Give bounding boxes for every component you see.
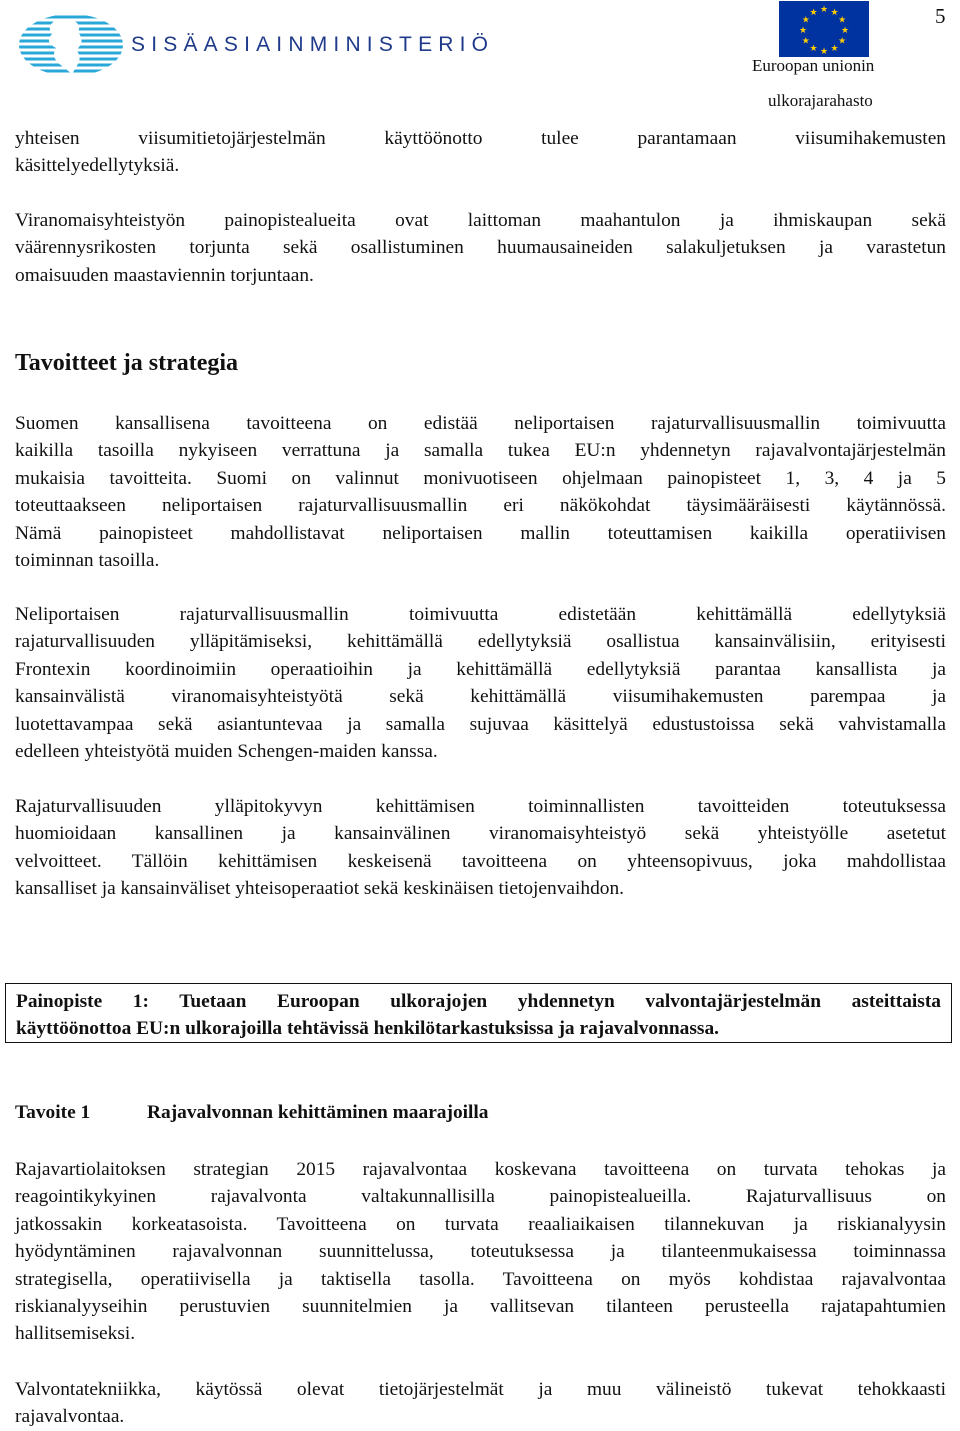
text-line: Frontexin koordinoimiin operaatioihin ja kehittämällä edellytyksiä parantaa kansallista ja bbox=[15, 658, 946, 680]
paragraph-5 bbox=[15, 793, 946, 903]
text-line: Suomen kansallisena tavoitteena on edistää neliportaisen rajaturvallisuusmallin toimivuutta bbox=[15, 413, 946, 434]
text-line: hyödyntäminen rajavalvonnan suunnittelussa, toteutuksessa ja tilanteenmukaisessa toiminnassa bbox=[15, 1241, 946, 1263]
paragraph-4 bbox=[15, 601, 946, 765]
paragraph-1 bbox=[15, 125, 946, 180]
svg-text:★: ★ bbox=[838, 36, 847, 47]
text-line: Valvontatekniikka, käytössä olevat tietojärjestelmät ja muu välineistö tukevat tehokkaasti bbox=[15, 1379, 946, 1400]
svg-text:★: ★ bbox=[838, 15, 847, 26]
text-line: huomioidaan kansallinen ja kansainvälinen viranomaisyhteistyö sekä yhteistyölle asetetut bbox=[15, 823, 946, 845]
text-line: toiminnan tasoilla. bbox=[15, 549, 160, 571]
svg-text:★: ★ bbox=[809, 7, 818, 18]
text-line: rajavalvontaa. bbox=[15, 1406, 125, 1428]
goal-title: Rajavalvonnan kehittäminen maarajoilla bbox=[147, 1102, 489, 1123]
svg-text:★: ★ bbox=[798, 26, 808, 36]
text-line: hallitsemiseksi. bbox=[15, 1323, 136, 1345]
eu-fund-line1: Euroopan unionin bbox=[752, 56, 875, 75]
text-line: riskianalyyseihin perustuvien suunnitelmien ja vallitsevan tilanteen perusteella rajatapahtumien bbox=[15, 1295, 946, 1317]
text-line: luotettavampaa sekä asiantuntevaa ja samalla sujuvaa käsittelyä edustustoissa sekä vahvistamalla bbox=[15, 713, 946, 735]
priority-box bbox=[5, 983, 952, 1043]
ministry-name: SISÄASIAINMINISTERIÖ bbox=[131, 33, 495, 56]
text-line: mukaisia tavoitteita. Suomi on valinnut monivuotiseen ohjelmaan painopisteet 1, 3, 4 ja 5 bbox=[15, 467, 946, 489]
svg-text:★: ★ bbox=[830, 7, 839, 18]
goal-label: Tavoite 1 bbox=[15, 1102, 91, 1123]
text-line: toteuttaakseen neliportaisen rajaturvallisuusmallin eri näkökohdat täysimääräisesti käytännössä. bbox=[15, 495, 946, 517]
text-line: Neliportaisen rajaturvallisuusmallin toimivuutta edistetään kehittämällä edellytyksiä bbox=[15, 604, 946, 625]
text-line: omaisuuden maastaviennin torjuntaan. bbox=[15, 264, 314, 286]
text-line: jatkossakin korkeatasoista. Tavoitteena on turvata reaaliaikaisen tilannekuvan ja riskianalyysin bbox=[15, 1213, 946, 1235]
svg-text:★: ★ bbox=[801, 36, 810, 47]
paragraph-7 bbox=[15, 1376, 946, 1431]
text-line: rajaturvallisuuden ylläpitämiseksi, kehittämällä edellytyksiä osallistua kansainvälisiin, erityisesti bbox=[15, 631, 946, 653]
svg-text:★: ★ bbox=[840, 26, 850, 36]
svg-text:★: ★ bbox=[819, 5, 829, 15]
text-line: Rajaturvallisuuden ylläpitokyvyn kehittämisen toiminnallisten tavoitteiden toteutuksessa bbox=[15, 796, 946, 817]
svg-text:★: ★ bbox=[801, 15, 810, 26]
text-line: Rajavartiolaitoksen strategian 2015 rajavalvontaa koskevana tavoitteena on turvata tehokas ja bbox=[15, 1159, 946, 1180]
text-line: väärennysrikosten torjunta sekä osallistuminen huumausaineiden salakuljetuksen ja varastetun bbox=[15, 237, 946, 259]
priority-line: käyttöönottoa EU:n ulkorajoilla tehtävissä henkilötarkastuksissa ja rajavalvonnassa. bbox=[16, 1018, 719, 1040]
text-line: strategisella, operatiivisella ja taktisella tasolla. Tavoitteena on myös kohdistaa rajavalvontaa bbox=[15, 1268, 946, 1290]
section-heading: Tavoitteet ja strategia bbox=[15, 350, 239, 376]
svg-text:★: ★ bbox=[819, 47, 829, 57]
paragraph-2 bbox=[15, 207, 946, 289]
text-line: edelleen yhteistyötä muiden Schengen-maiden kanssa. bbox=[15, 740, 438, 762]
text-line: käsittelyedellytyksiä. bbox=[15, 155, 180, 177]
svg-text:★: ★ bbox=[809, 44, 818, 55]
text-line: velvoitteet. Tällöin kehittämisen keskeisenä tavoitteena on yhteensopivuus, joka mahdollistaa bbox=[15, 850, 946, 872]
eu-fund-line2: ulkorajarahasto bbox=[768, 91, 873, 110]
eu-flag-icon bbox=[779, 1, 869, 57]
text-line: kansalliset ja kansainväliset yhteisoperaatiot sekä keskinäisen tietojenvaihdon. bbox=[15, 878, 625, 900]
text-line: Viranomaisyhteistyön painopistealueita ovat laittoman maahantulon ja ihmiskaupan sekä bbox=[15, 210, 946, 231]
text-line: kaikilla tasoilla nykyiseen verrattuna ja samalla tukea EU:n yhdennetyn rajavalvontajärjestelmän bbox=[15, 440, 946, 462]
text-line: yhteisen viisumitietojärjestelmän käyttöönotto tulee parantamaan viisumihakemusten bbox=[15, 128, 946, 149]
text-line: reagointikykyinen rajavalvonta valtakunnallisilla painopistealueilla. Rajaturvallisuus on bbox=[15, 1186, 946, 1208]
text-line: kansainvälistä viranomaisyhteistyötä sekä kehittämällä viisumihakemusten parempaa ja bbox=[15, 686, 946, 708]
paragraph-3 bbox=[15, 410, 946, 574]
priority-line: Painopiste 1: Tuetaan Euroopan ulkorajojen yhdennetyn valvontajärjestelmän asteittaista bbox=[16, 991, 941, 1012]
text-line: Nämä painopisteet mahdollistavat neliportaisen mallin toteuttamisen kaikilla operatiivisen bbox=[15, 522, 946, 544]
paragraph-6 bbox=[15, 1156, 946, 1348]
svg-text:★: ★ bbox=[830, 44, 839, 55]
page-number: 5 bbox=[935, 4, 946, 28]
